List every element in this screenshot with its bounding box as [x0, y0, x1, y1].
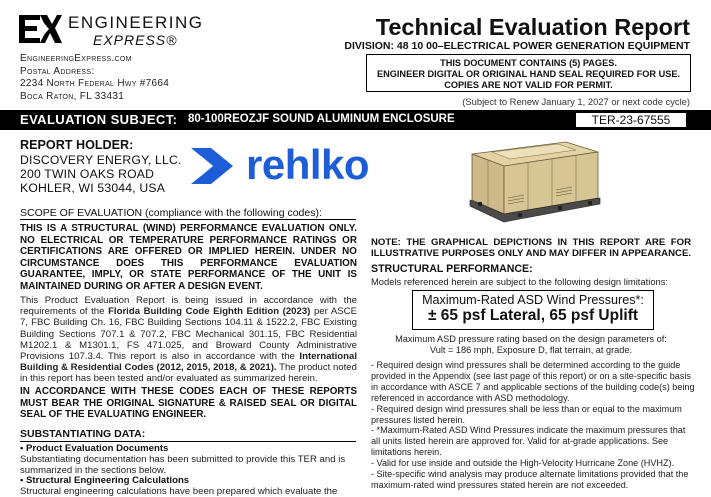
subject-value: 80-100REOZJF SOUND ALUMINUM ENCLOSURE [188, 113, 455, 125]
fbc-reference: Florida Building Code Eighth Edition (2023) [108, 306, 311, 318]
para1-text: The product noted in this report has been tested and/or evaluated as summarized herein. [20, 362, 357, 385]
report-holder-label: REPORT HOLDER: [20, 138, 134, 152]
rehlko-logo-text: rehlko [246, 141, 370, 188]
limitation-item: - Valid for use inside and outside the High-Velocity Hurricane Zone (HVHZ). [371, 458, 675, 469]
limitation-item: - *Maximum-Rated ASD Wind Pressures indicate the maximum pressures that all units listed herein are approved for. Valid for at-grade applications. See limitations herein. [371, 425, 686, 458]
holder-street: 200 TWIN OAKS ROAD [20, 167, 155, 181]
substantiating-heading: SUBSTANTIATING DATA: [20, 428, 146, 440]
design-parameter-line: Vult = 186 mph, Exposure D, flat terrain, at grade. [429, 345, 633, 355]
renew-note: (Subject to Renew January 1, 2027 or next code cycle) [462, 96, 690, 107]
substantiating-text: Substantiating documentation has been submitted to provide this TER and is [20, 454, 346, 465]
subject-label: EVALUATION SUBJECT: [20, 112, 178, 127]
graphics-note: NOTE: THE GRAPHICAL DEPICTIONS IN THIS REPORT ARE FOR ILLUSTRATIVE PURPOSES ONLY AND MAY DIFFER IN APPEARANCE. [371, 237, 692, 260]
code-compliance-paragraph [20, 295, 357, 385]
substantiating-item: • Product Evaluation Documents [20, 443, 169, 454]
substantiating-divider [20, 441, 356, 442]
postal-address-label: Postal Address: [20, 65, 95, 77]
design-parameters [371, 334, 691, 356]
notice-box [366, 54, 691, 92]
ee-logo-icon [16, 12, 62, 46]
rehlko-logo-icon [187, 142, 237, 190]
design-limitations-list [371, 360, 696, 491]
limitation-item: - Required design wind pressures shall be determined according to the guide provided in the Appendix (see last page of this report) or on a site-specific basis in accordance with ASCE 7 and applicable sections of the building code(s) being referenced in accordance with ASD methodology. [371, 360, 695, 403]
wind-pressure-title: Maximum-Rated ASD Wind Pressures*: [422, 293, 644, 307]
city-address: Boca Raton, FL 33431 [20, 90, 125, 102]
scope-heading: SCOPE OF EVALUATION (compliance with the following codes): [20, 207, 322, 219]
para1-text: This Product Evaluation Report is being issued in accordance with the requirements of the [20, 295, 357, 318]
ter-number: TER-23-67555 [575, 112, 687, 128]
division-code: DIVISION: 48 10 00–ELECTRICAL POWER GENERATION EQUIPMENT [344, 40, 690, 52]
website-text: EngineeringExpress.com [20, 53, 132, 64]
structural-performance-subtext: Models referenced herein are subject to the following design limitations: [371, 276, 669, 287]
design-parameter-line: Maximum ASD pressure rating based on the design parameters of: [395, 334, 667, 344]
notice-line: THIS DOCUMENT CONTAINS (5) PAGES. [440, 58, 617, 68]
scope-divider [20, 219, 356, 220]
scope-body: THIS IS A STRUCTURAL (WIND) PERFORMANCE EVALUATION ONLY. NO ELECTRICAL OR TEMPERATURE PERFORMANCE RATINGS OR CERTIFICATIONS ARE OFFERED OR IMPLIED HEREIN. UNDER NO CIRCUMSTANCE DOES THIS PERFORMANCE EVALUATION GUARANTEE, IMPLY, OR STATE PERFORMANCE OF THE UNIT IS MAINTAINED DURING OR AFTER A DESIGN EVENT. [20, 223, 357, 292]
evaluation-subject-bar [0, 110, 711, 130]
limitation-item: - Site-specific wind analysis may produce alternate limitations provided that the maximum-rated wind pressures stated herein are not exceeded. [371, 469, 689, 490]
substantiating-item: • Structural Engineering Calculations [20, 475, 190, 486]
logo-name: ENGINEERING [68, 13, 204, 32]
generator-enclosure-illustration [458, 138, 608, 228]
holder-city: KOHLER, WI 53044, USA [20, 181, 166, 195]
seal-requirement-paragraph: IN ACCORDANCE WITH THESE CODES EACH OF THESE REPORTS MUST BEAR THE ORIGINAL SIGNATURE & RAISED SEAL OR DIGITAL SEAL OF THE EVALUATING ENGINEER. [20, 386, 357, 421]
wind-pressure-value: ± 65 psf Lateral, 65 psf Uplift [427, 307, 639, 324]
postal-address [20, 53, 169, 103]
street-address: 2234 North Federal Hwy #7664 [20, 78, 170, 90]
engineering-express-logo [16, 10, 236, 50]
ibc-reference: International Building & Residential Codes (2012, 2015, 2018, & 2021). [20, 351, 357, 374]
holder-company: DISCOVERY ENERGY, LLC. [20, 153, 182, 167]
notice-line: ENGINEER DIGITAL OR ORIGINAL HAND SEAL REQUIRED FOR USE. [376, 69, 681, 80]
substantiating-text: summarized in the sections below. [20, 465, 167, 476]
report-title: Technical Evaluation Report [375, 14, 690, 40]
notice-line: COPIES ARE NOT VALID FOR PERMIT. [444, 80, 613, 91]
wind-pressure-box [412, 290, 654, 330]
para1-text: per ASCE 7, FBC Building Ch. 16, FBC Building Sections 104.11 & 1522.2, FBC Existing Building Sections 707.1 & 707.2, FBC Mechanical 301.15, FBC Residential M1202.1 & M1301.1, FS 471.025, and Broward County Administrative Provisions 107.3.4. This report is also in accordance with the [20, 306, 357, 363]
logo-sub: EXPRESS® [93, 32, 178, 48]
structural-performance-heading: STRUCTURAL PERFORMANCE: [371, 263, 533, 275]
substantiating-text: Structural engineering calculations have been prepared which evaluate the [20, 486, 338, 497]
limitation-item: - Required design wind pressures shall be less than or equal to the maximum pressures listed herein. [371, 403, 682, 425]
